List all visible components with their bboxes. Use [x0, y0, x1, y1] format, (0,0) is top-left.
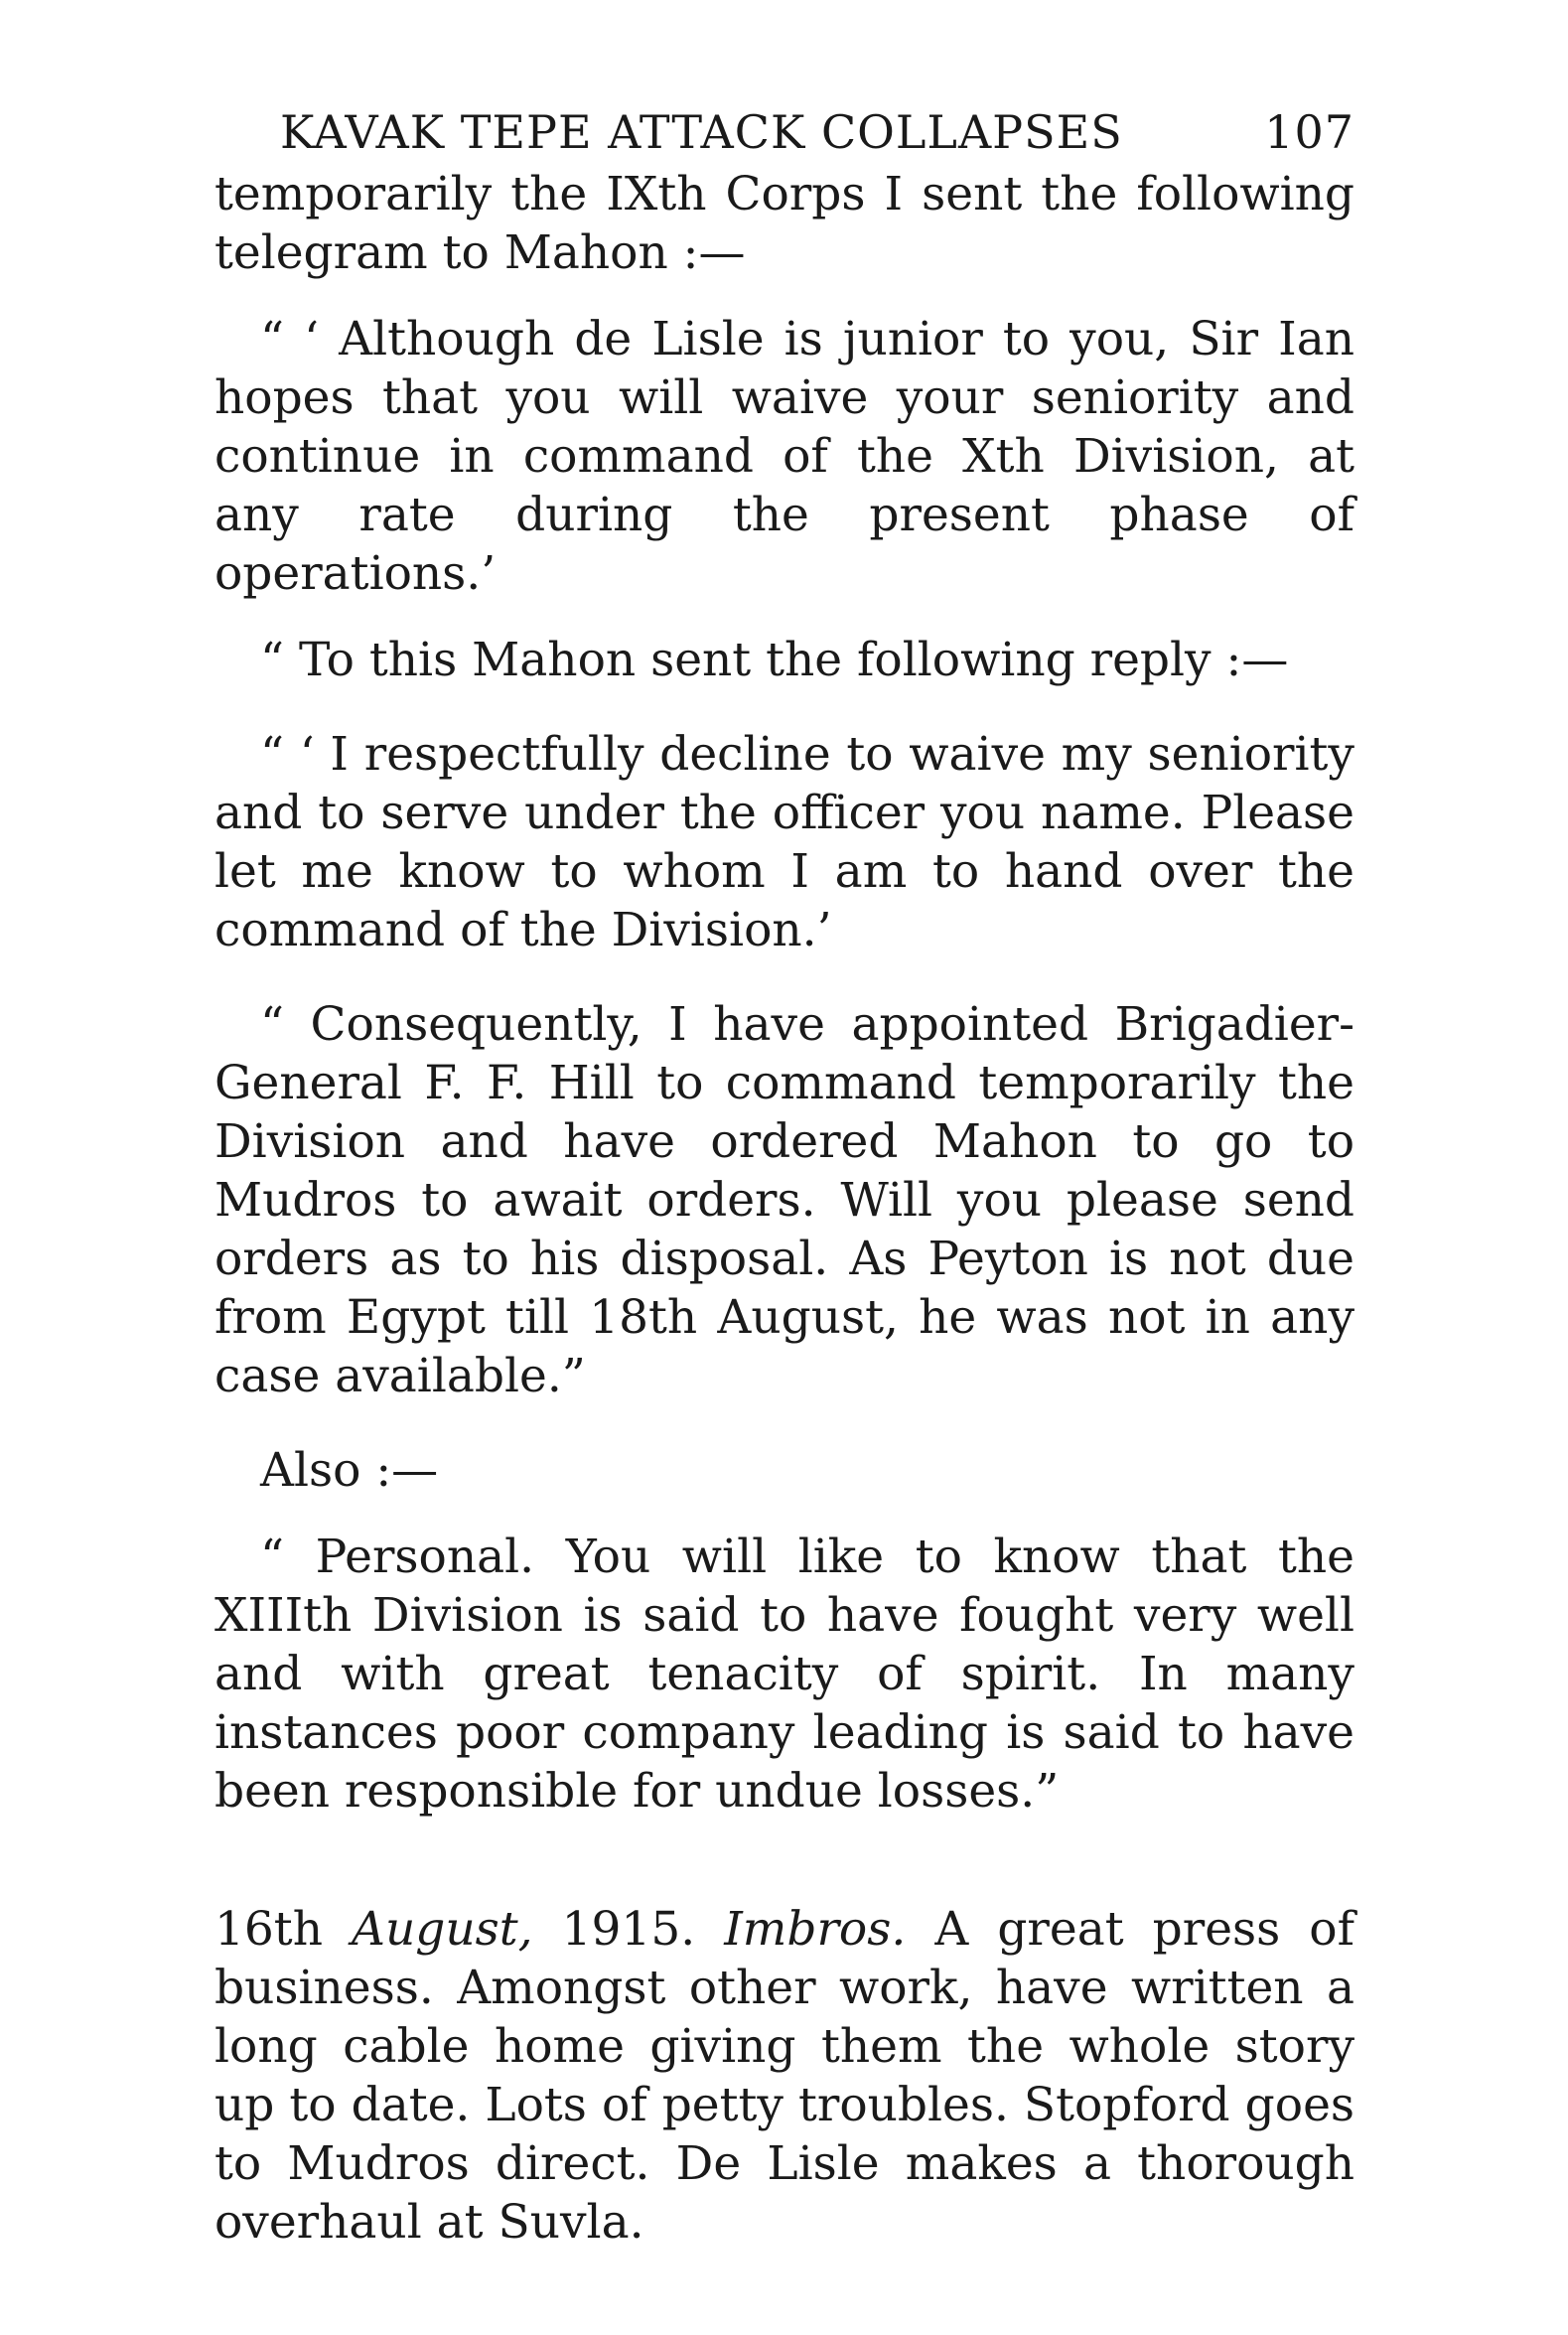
- diary-text: A great press of business. Amongst other work, have written a long cable home giving them the whole story up to date. Lots of petty troubles. Stopford goes to Mudros direct. De Lisle makes a thorough overhaul at Suvla.: [214, 1902, 1355, 2250]
- running-head-title: KAVAK TEPE ATTACK COLLAPSES: [280, 105, 1123, 159]
- paragraph-reply-quote: “ ‘ I respectfully decline to waive my seniority and to serve under the officer you name. Please let me know to whom I am to hand over the command of the Division.’: [214, 727, 1354, 957]
- running-head: [280, 99, 1354, 165]
- page-number: 107: [1264, 105, 1354, 159]
- paragraph-also: Also :—: [260, 1443, 439, 1498]
- diary-year: 1915.: [561, 1902, 696, 1957]
- paragraph-consequently: “ Consequently, I have appointed Brigadier-General F. F. Hill to command temporarily the Division and have ordered Mahon to go to Mudros to await orders. Will you please send orders as to his disposal. As Peyton is not due from Egypt till 18th August, he was not in any case available.”: [214, 997, 1354, 1403]
- paragraph-reply-intro: “ To this Mahon sent the following reply :—: [260, 633, 1289, 687]
- diary-place: Imbros.: [724, 1902, 907, 1957]
- paragraph-telegram-intro: temporarily the IXth Corps I sent the following telegram to Mahon :—: [214, 167, 1354, 280]
- paragraph-personal: “ Personal. You will like to know that the XIIIth Division is said to have fought very well and with great tenacity of spirit. In many instances poor company leading is said to have been responsible for undue losses.”: [214, 1530, 1354, 1819]
- paragraph-telegram-quote: “ ‘ Although de Lisle is junior to you, Sir Ian hopes that you will waive your seniority and continue in command of the Xth Division, at any rate during the present phase of operations.’: [214, 312, 1354, 601]
- diary-entry: [214, 1900, 1354, 2252]
- diary-date-month: August,: [352, 1902, 533, 1957]
- diary-date-day: 16th: [214, 1902, 323, 1957]
- book-page: [214, 99, 1354, 2252]
